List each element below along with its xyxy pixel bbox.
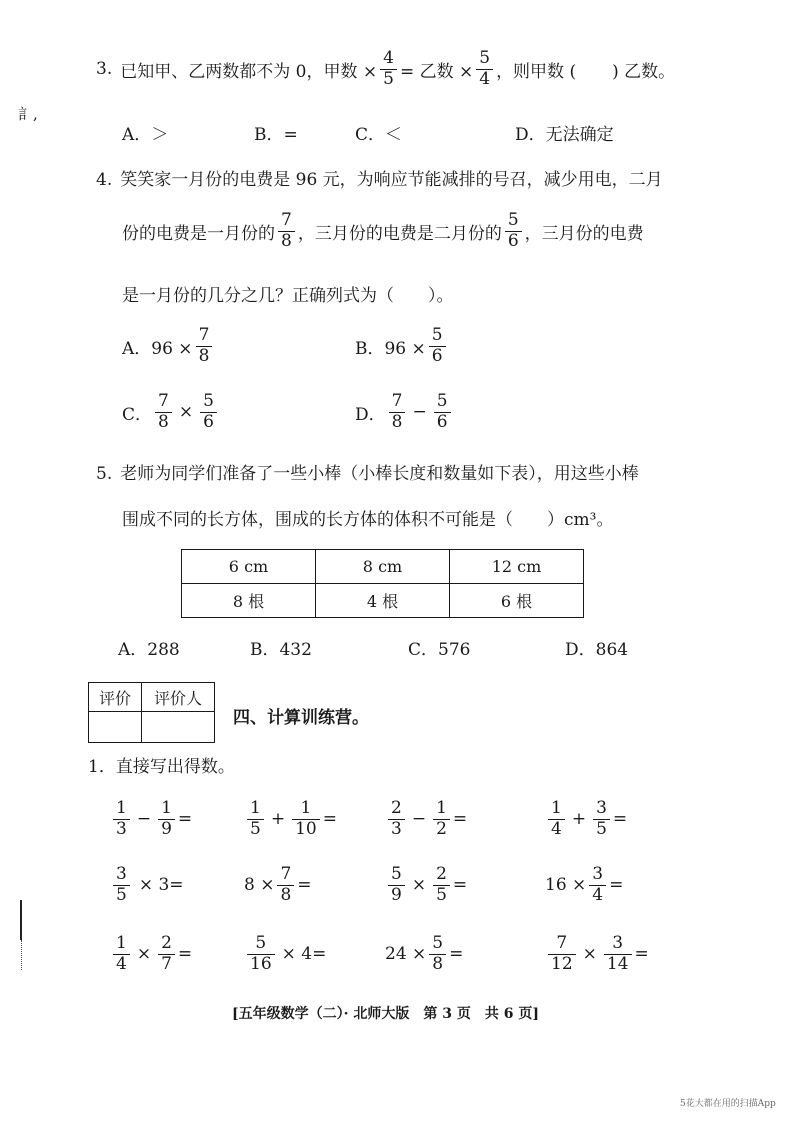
calc-r1-1: $\frac{1}{3}$ − $\frac{1}{9}$ = bbox=[110, 800, 192, 839]
q4-line-3: 是一月份的几分之几？正确列式为（ ）。 bbox=[122, 286, 454, 306]
q4-line-1: 4. 笑笑家一月份的电费是 96 元，为响应节能减排的号召，减少用电，二月 bbox=[96, 170, 663, 190]
calc-r3-1: $\frac{1}{4}$ × $\frac{2}{7}$ = bbox=[110, 935, 192, 974]
q3-text-d: ) 乙数。 bbox=[612, 61, 676, 82]
q4-fraction-1: $\frac{7}{8}$ bbox=[278, 212, 295, 251]
calc-r1-3: $\frac{2}{3}$ − $\frac{1}{2}$ = bbox=[385, 800, 467, 839]
q3-option-b: B．= bbox=[254, 125, 298, 145]
table-cell: 8 cm bbox=[316, 550, 450, 584]
eval-header-score: 评价 bbox=[89, 683, 142, 712]
page-footer: [五年级数学（二）· 北师大版 第 3 页 共 6 页] bbox=[232, 1006, 539, 1022]
binding-line bbox=[20, 900, 22, 940]
stick-table bbox=[181, 549, 584, 618]
q3-text-c: ，则甲数 ( bbox=[496, 61, 577, 82]
calc-r2-2: 8 × $\frac{7}{8}$ = bbox=[244, 864, 312, 905]
section-4-title: 四、计算训练营。 bbox=[233, 708, 369, 728]
q3-option-a: A．＞ bbox=[122, 125, 169, 145]
q3-text-a: 已知甲、乙两数都不为 0，甲数 × bbox=[120, 61, 378, 82]
q4-option-a: A．96 × $\frac{7}{8}$ bbox=[122, 327, 215, 366]
q3-option-d: D．无法确定 bbox=[515, 125, 614, 145]
table-row bbox=[182, 584, 584, 618]
q5-option-b: B．432 bbox=[250, 640, 312, 660]
calc-r1-4: $\frac{1}{4}$ + $\frac{3}{5}$ = bbox=[545, 800, 627, 839]
eval-cell-evaluator bbox=[142, 712, 215, 743]
q4-number: 4. bbox=[96, 170, 113, 190]
q4-fraction-2: $\frac{5}{6}$ bbox=[505, 212, 522, 251]
table-cell: 6 cm bbox=[182, 550, 316, 584]
q4-option-d: D． $\frac{7}{8}$ − $\frac{5}{6}$ bbox=[355, 393, 454, 432]
table-cell: 8 根 bbox=[182, 584, 316, 618]
table-cell: 6 根 bbox=[450, 584, 584, 618]
q3-text-b: = 乙数 × bbox=[399, 61, 474, 82]
question-3 bbox=[96, 50, 675, 89]
q3-number: 3. bbox=[96, 59, 113, 80]
q5-option-d: D．864 bbox=[565, 640, 629, 660]
q5-option-a: A．288 bbox=[118, 640, 180, 660]
calc-r3-3: 24 × $\frac{5}{8}$ = bbox=[385, 933, 464, 974]
q3-option-c: C．＜ bbox=[355, 125, 403, 145]
q5-line-2: 围成不同的长方体，围成的长方体的体积不可能是（ ）cm³。 bbox=[122, 510, 614, 530]
section-4-sub: 1．直接写出得数。 bbox=[88, 757, 235, 777]
calc-r2-3: $\frac{5}{9}$ × $\frac{2}{5}$ = bbox=[385, 866, 467, 905]
table-row bbox=[182, 550, 584, 584]
side-mark: 訁, bbox=[18, 105, 38, 123]
calc-r3-2: $\frac{5}{16}$ × 4= bbox=[244, 935, 326, 974]
q5-number: 5. bbox=[96, 464, 113, 484]
q4-option-b: B．96 × $\frac{5}{6}$ bbox=[355, 327, 449, 366]
table-cell: 12 cm bbox=[450, 550, 584, 584]
q3-fraction-1: $\frac{4}{5}$ bbox=[380, 50, 397, 89]
eval-header-evaluator: 评价人 bbox=[142, 683, 215, 712]
table-cell: 4 根 bbox=[316, 584, 450, 618]
calc-r3-4: $\frac{7}{12}$ × $\frac{3}{14}$ = bbox=[545, 935, 649, 974]
calc-r2-1: $\frac{3}{5}$ × 3= bbox=[110, 866, 184, 905]
q4-line-2: 份的电费是一月份的 $\frac{7}{8}$ ，三月份的电费是二月份的 $\frac{5}{6}$ ，三月份的电费 bbox=[122, 210, 644, 251]
calc-r1-2: $\frac{1}{5}$ + $\frac{1}{10}$ = bbox=[244, 800, 337, 839]
scanner-watermark: 5花大都在用的扫描App bbox=[680, 1099, 776, 1109]
calc-r2-4: 16 × $\frac{3}{4}$ = bbox=[545, 864, 624, 905]
binding-dots bbox=[21, 940, 22, 970]
q3-fraction-2: $\frac{5}{4}$ bbox=[476, 50, 493, 89]
eval-cell-score bbox=[89, 712, 142, 743]
evaluation-table bbox=[88, 682, 215, 743]
q4-option-c: C． $\frac{7}{8}$ × $\frac{5}{6}$ bbox=[122, 393, 220, 432]
q5-line-1: 5. 老师为同学们准备了一些小棒（小棒长度和数量如下表），用这些小棒 bbox=[96, 464, 639, 484]
q5-option-c: C．576 bbox=[408, 640, 471, 660]
